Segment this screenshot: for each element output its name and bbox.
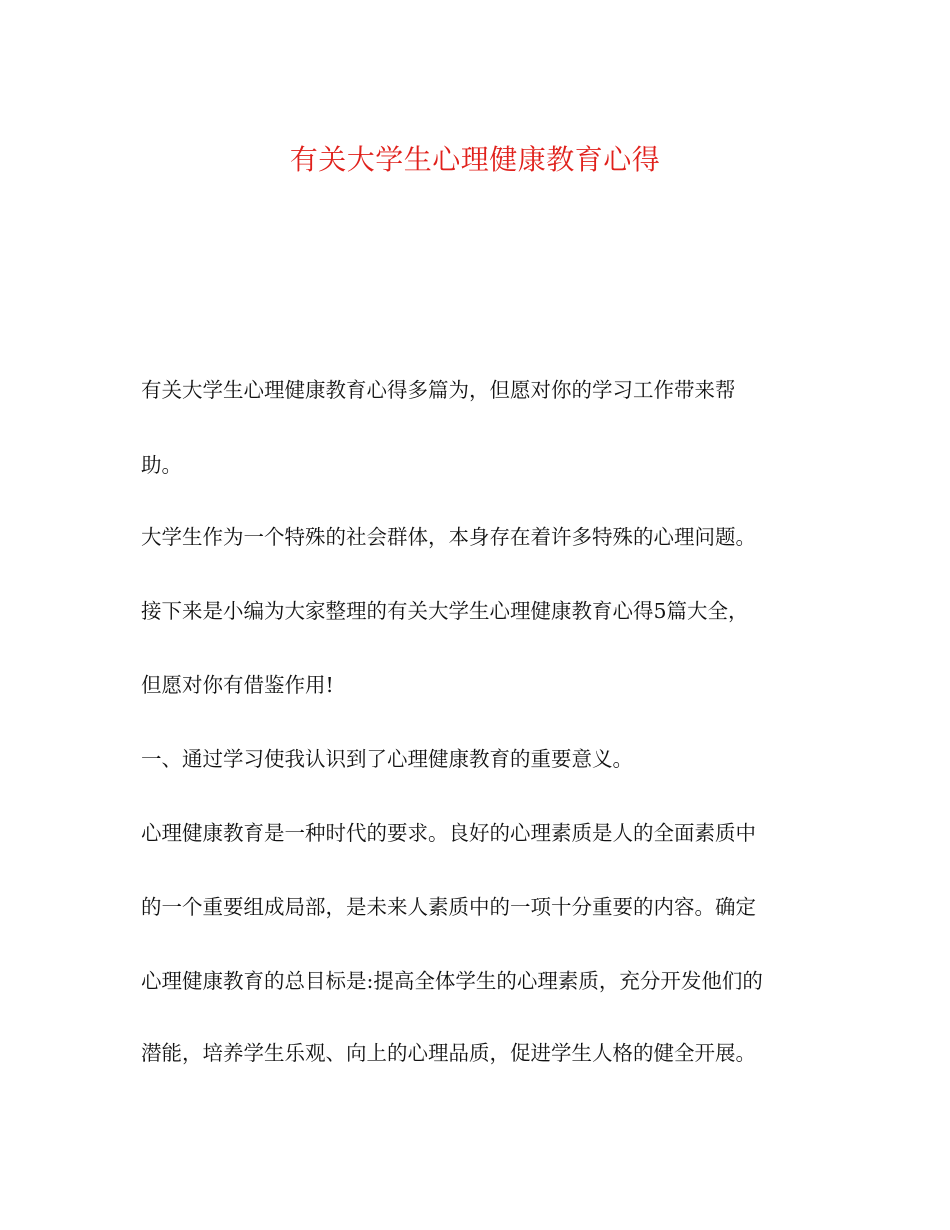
section-heading: 一、通过学习使我认识到了心理健康教育的重要意义。 <box>141 747 633 771</box>
paragraph-line: 潜能，培养学生乐观、向上的心理品质，促进学生人格的健全开展。 <box>141 1041 756 1065</box>
paragraph-line: 接下来是小编为大家整理的有关大学生心理健康教育心得5篇大全， <box>141 599 749 623</box>
paragraph-line: 心理健康教育的总目标是:提高全体学生的心理素质，充分开发他们的 <box>141 969 763 993</box>
paragraph-line: 心理健康教育是一种时代的要求。良好的心理素质是人的全面素质中 <box>141 821 756 845</box>
paragraph-line: 但愿对你有借鉴作用! <box>141 673 334 697</box>
paragraph-line: 的一个重要组成局部，是未来人素质中的一项十分重要的内容。确定 <box>141 895 756 919</box>
paragraph-line: 有关大学生心理健康教育心得多篇为，但愿对你的学习工作带来帮 <box>141 378 736 402</box>
paragraph-line: 助。 <box>141 453 182 477</box>
document-title: 有关大学生心理健康教育心得 <box>289 143 661 176</box>
paragraph-line: 大学生作为一个特殊的社会群体，本身存在着许多特殊的心理问题。 <box>141 525 756 549</box>
